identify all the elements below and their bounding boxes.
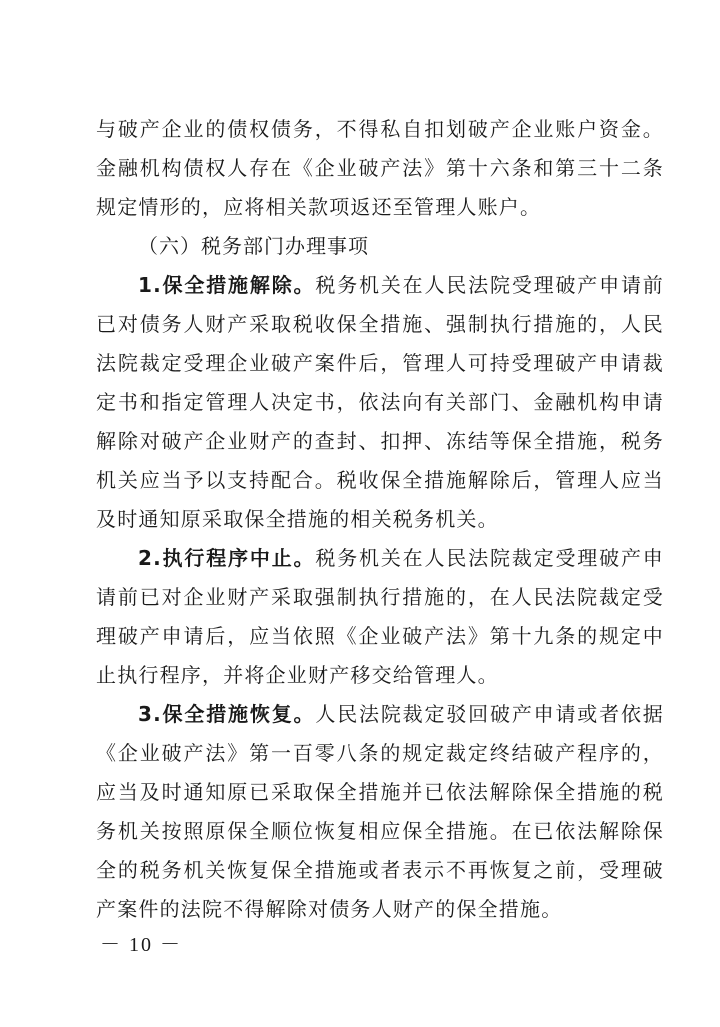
continued-paragraph: 与破产企业的债权债务，不得私自扣划破产企业账户资金。金融机构债权人存在《企业破产法》第十六条和第三十二条规定情形的，应将相关款项返还至管理人账户。 [96, 117, 664, 219]
paragraph-item-1 [96, 266, 664, 539]
item-2-body: 税务机关在人民法院裁定受理破产申请前已对企业财产采取强制执行措施的，在人民法院裁定受理破产申请后，应当依照《企业破产法》第十九条的规定中止执行程序，并将企业财产移交给管理人。 [96, 546, 664, 687]
item-2-heading: 2.执行程序中止。 [138, 546, 316, 570]
page-number: － 10 － [100, 934, 182, 956]
item-1-body: 税务机关在人民法院受理破产申请前已对债务人财产采取税收保全措施、强制执行措施的，人民法院裁定受理企业破产案件后，管理人可持受理破产申请裁定书和指定管理人决定书，依法向有关部门、金融机构申请解除对破产企业财产的查封、扣押、冻结等保全措施，税务机关应当予以支持配合。税收保全措施解除后，管理人应当及时通知原采取保全措施的相关税务机关。 [96, 273, 664, 531]
item-3-heading: 3.保全措施恢复。 [138, 702, 316, 726]
item-3-body: 人民法院裁定驳回破产申请或者依据《企业破产法》第一百零八条的规定裁定终结破产程序的，应当及时通知原已采取保全措施并已依法解除保全措施的税务机关按照原保全顺位恢复相应保全措施。在已依法解除保全的税务机关恢复保全措施或者表示不再恢复之前，受理破产案件的法院不得解除对债务人财产的保全措施。 [96, 702, 664, 921]
item-1-heading: 1.保全措施解除。 [138, 273, 316, 297]
paragraph-item-2 [96, 539, 664, 695]
body-text [96, 110, 664, 929]
paragraph-item-3 [96, 695, 664, 929]
section-heading: （六）税务部门办理事项 [138, 234, 369, 258]
